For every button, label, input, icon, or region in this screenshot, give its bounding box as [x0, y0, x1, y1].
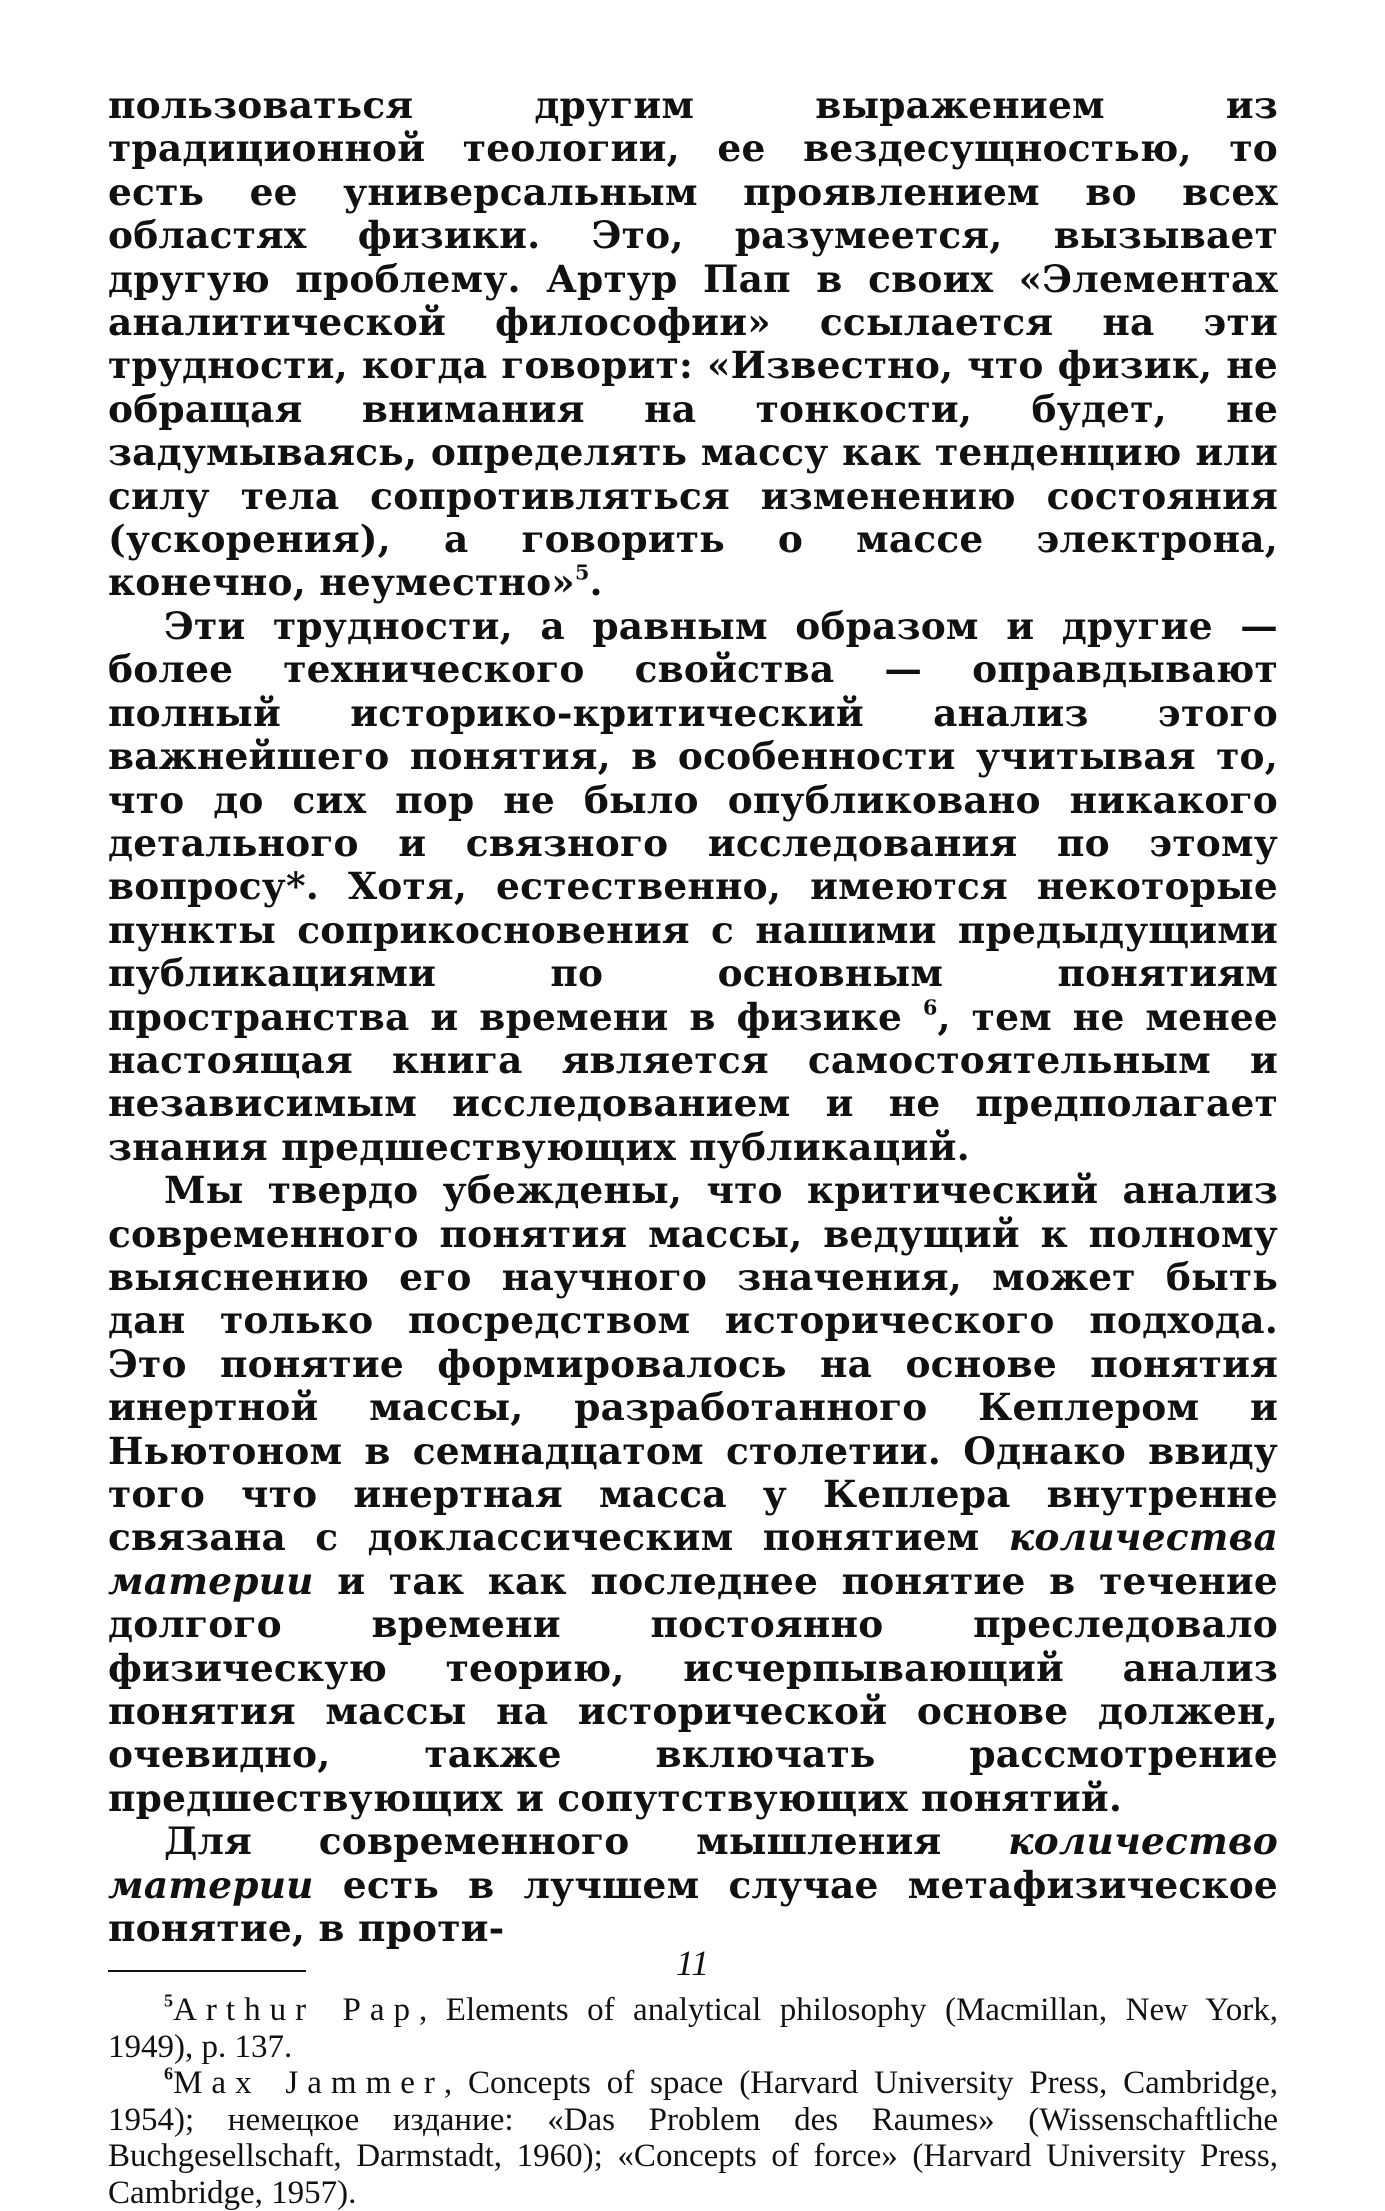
footnote-ref-6[interactable]: 6: [922, 995, 938, 1020]
body-text: [108, 84, 1278, 1950]
footnotes: [108, 1992, 1278, 2211]
footnote-6: [108, 2065, 1278, 2211]
paragraph-4: [108, 1820, 1278, 1950]
paragraph-3-text-b: и так как последнее понятие в течение долгого времени постоянно преследовало физическую теорию, исчерпывающий анализ понятия массы на исторической основе должен, очевидно, также включать рассмотрение предшествующих и сопутствующих понятий.: [108, 1558, 1278, 1820]
paragraph-1-text: пользоваться другим выражением из традиционной теологии, ее вездесущностью, то есть ее универсальным проявлением во всех областях физики. Это, разумеется, вызывает другую проблему. Артур Пап в своих «Элементах аналитической философии» ссылается на эти трудности, когда говорит: «Известно, что физик, не обращая внимания на тонкости, будет, не задумываясь, определять массу как тенденцию или силу тела сопротивляться изменению состояния (ускорения), а говорить о массе электрона, конечно, неуместно»: [108, 83, 1278, 605]
footnote-6-text: , Concepts of space (Harvard University Press, Cambridge, 1954); немецкое издание: «Das Problem des Raumes» (Wissenschaftliche Buchgesellschaft, Darmstadt, 1960); «Concepts of force» (Harvard University Press, Cambridge, 1957).: [108, 2065, 1279, 2211]
paragraph-1: [108, 84, 1278, 605]
footnote-ref-5[interactable]: 5: [574, 561, 590, 585]
footnote-5-text: , Elements of analytical philosophy (Macmillan, New York, 1949), p. 137.: [108, 1992, 1278, 2065]
footnote-5-author: Arthur Pap: [173, 1992, 420, 2029]
paragraph-2: [108, 605, 1278, 1169]
paragraph-4-text-a: Для современного мышления: [164, 1819, 1009, 1864]
paragraph-4-text-b: есть в лучшем случае метафизическое понятие, в проти-: [108, 1862, 1278, 1951]
page-number: 11: [675, 1943, 710, 1983]
paragraph-1-tail: .: [589, 560, 603, 605]
paragraph-3-emphasis: количества материи: [108, 1515, 1278, 1603]
footnote-5-number: 5: [164, 1990, 174, 2011]
footnote-6-number: 6: [164, 2063, 174, 2084]
footnote-6-author: Max Jammer: [173, 2065, 444, 2102]
footnote-5: [108, 1992, 1278, 2065]
paragraph-2-text-b: , тем не менее настоящая книга является самостоятельным и независимым исследованием и не предполагает знания предшествующих публикаций.: [108, 994, 1278, 1169]
paragraph-3: [108, 1169, 1278, 1820]
page: [108, 84, 1278, 2211]
paragraph-3-text-a: Мы твердо убеждены, что критический анализ современного понятия массы, ведущий к полному выяснению его научного значения, может быть дан только посредством исторического подхода. Это понятие формировалось на основе понятия инертной массы, разработанного Кеплером и Ньютоном в семнадцатом столетии. Однако ввиду того что инертная масса у Кеплера внутренне связана с доклассическим понятием: [108, 1168, 1278, 1560]
paragraph-2-text-a: Эти трудности, а равным образом и другие — более технического свойства — оправдывают полный историко-критический анализ этого важнейшего понятия, в особенности учитывая то, что до сих пор не было опубликовано никакого детального и связного исследования по этому вопросу*. Хотя, естественно, имеются некоторые пункты соприкосновения с нашими предыдущими публикациями по основным понятиям пространства и времени в физике: [108, 603, 1278, 1039]
paragraph-4-emphasis: количество материи: [108, 1819, 1278, 1907]
